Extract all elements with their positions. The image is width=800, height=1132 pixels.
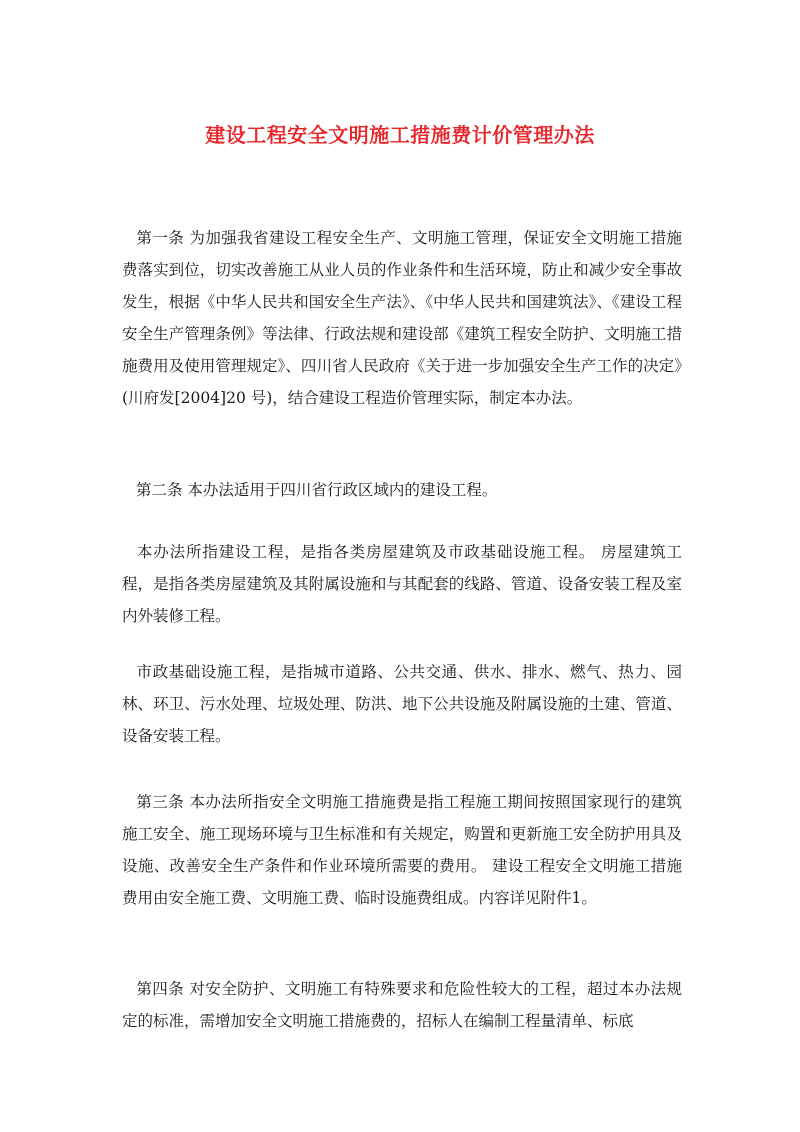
paragraph-municipal-definition <box>122 656 682 752</box>
paragraph-article-4 <box>122 973 682 1037</box>
paragraph-text: 第三条 本办法所指安全文明施工措施费是指工程施工期间按照国家现行的建筑施工安全、施工现场环境与卫生标准和有关规定，购置和更新施工安全防护用具及设施、改善安全生产条件和作业环境所需要的费用。 建设工程安全文明施工措施费用由安全施工费、文明施工费、临时设施费组成。内容详见附件1。 <box>122 793 682 907</box>
paragraph-article-2 <box>122 474 682 506</box>
paragraph-article-1 <box>122 222 682 414</box>
paragraph-text: 第四条 对安全防护、文明施工有特殊要求和危险性较大的工程，超过本办法规定的标准，需增加安全文明施工措施费的，招标人在编制工程量清单、标底 <box>122 980 682 1030</box>
paragraph-text: 本办法所指建设工程，是指各类房屋建筑及市政基础设施工程。 房屋建筑工程，是指各类房屋建筑及其附属设施和与其配套的线路、管道、设备安装工程及室内外装修工程。 <box>122 543 682 625</box>
paragraph-text: 第二条 本办法适用于四川省行政区域内的建设工程。 <box>136 481 498 499</box>
document-title: 建设工程安全文明施工措施费计价管理办法 <box>205 123 595 147</box>
paragraph-text: 市政基础设施工程，是指城市道路、公共交通、供水、排水、燃气、热力、园林、环卫、污水处理、垃圾处理、防洪、地下公共设施及附属设施的土建、管道、设备安装工程。 <box>122 663 682 745</box>
paragraph-text: 第一条 为加强我省建设工程安全生产、文明施工管理，保证安全文明施工措施费落实到位，切实改善施工从业人员的作业条件和生活环境，防止和减少安全事故发生，根据《中华人民共和国安全生产法》、《中华人民共和国建筑法》、《建设工程安全生产管理条例》等法律、行政法规和建设部《建筑工程安全防护、文明施工措施费用及使用管理规定》、四川省人民政府《关于进一步加强安全生产工作的决定》(川府发[2004]20 号)，结合建设工程造价管理实际，制定本办法。 <box>122 229 682 407</box>
paragraph-building-definition <box>122 536 682 632</box>
paragraph-article-3 <box>122 786 682 914</box>
